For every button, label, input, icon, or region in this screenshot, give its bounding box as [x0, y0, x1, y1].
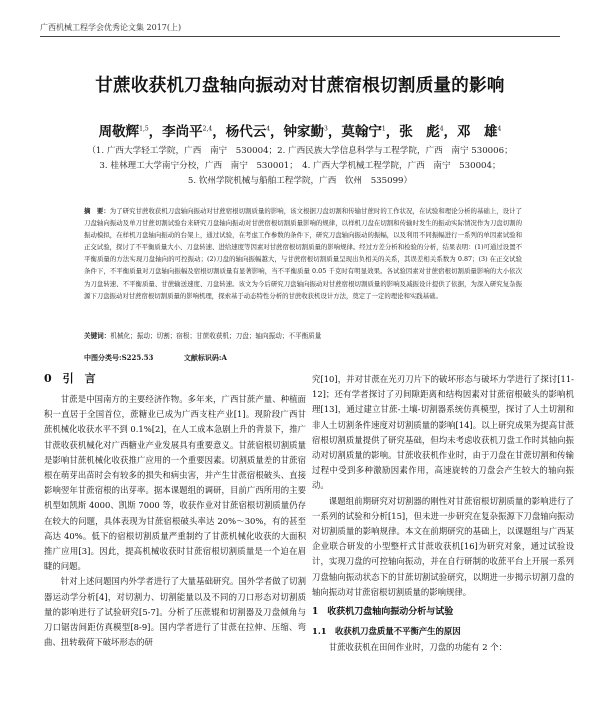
section-1-1-heading: 1.1 收获机刀盘质量不平衡产生的原因 — [312, 626, 461, 637]
author-affiliation-mark: 4 — [266, 125, 271, 133]
author-name: 莫翰宁$^1$ — [341, 124, 386, 140]
intro-paragraph: 究[10]，并对甘蔗在光刃刀片下的破坏形态与破坏力学进行了探讨[11-12]；还有学者探讨了刃间隙距离和结构因素对甘蔗宿根破头的影响机理[13]，通过建立甘蔗-土壤-切割器系统仿真模型，探讨了人土切割和非人土切割条件速度对切割质量的影响[14]。以上研究成果为提高甘蔗宿根切割质量提供了研究基础，但均未考虑收获机刀盘工作时其轴向振动对切割质量的影响。甘蔗收获机作业时，由于刀盘在甘蔗切割和传输过程中受到多种激励因素作用，高速旋转的刀盘会产生较大的轴向振动。 — [312, 374, 574, 491]
author-separator: ， — [443, 124, 458, 140]
author-separator: ， — [212, 124, 226, 140]
abstract — [84, 205, 522, 302]
author-affiliation-mark: 2,4 — [202, 125, 213, 133]
left-column — [44, 372, 306, 650]
author-name: 杨代云$^4$ — [225, 124, 271, 140]
intro-paragraph: 甘蔗是中国南方的主要经济作物。多年来，广西甘蔗产量、种植面积一直居于全国首位，蔗糖业已成为广西支柱产业[1]。现阶段广西甘蔗机械化收获水平不到 0.1%[2]，在人工成本急剧上升的背景下，推广甘蔗收获机械化对广西糖业产业发展具有重要意义。甘蔗宿根切割质量是影响甘蔗机械化收获推广应用的一个重要因素。切割质量差的甘蔗宿根在萌芽出苗时会有较多的损失和病虫害，并产生甘蔗宿根破头、直接影响翌年甘蔗宿根的出芽率。据本课题组的调研，目前广西所用的主要机型如凯斯 4000、凯斯 7000 等，收获作业对甘蔗宿根切割质量仍存在较大的问题，具体表现为甘蔗宿根破头率达 20%～30%，有的甚至高达 40%。低下的宿根切割质量严重制约了甘蔗机械化收获的大面积推广应用[3]。因此，提高机械收获时甘蔗宿根切割质量是一个迫在眉睫的问题。 — [44, 394, 306, 572]
running-header: 广西机械工程学会优秀论文集 2017(上) — [40, 22, 560, 37]
author-separator: ， — [385, 124, 400, 140]
keywords-label: 关键词： — [84, 332, 111, 340]
affiliation-line-2: 3. 桂林理工大学南宁分校，广西 南宁 530001； 4. 广西大学机械工程学院，广西 南宁 530004； — [99, 161, 501, 171]
author-separator: ， — [270, 124, 284, 140]
affiliation-line-3: 5. 钦州学院机械与船舶工程学院，广西 钦州 535099） — [187, 176, 413, 186]
author-name: 李尚平$^{2,4}$ — [162, 124, 213, 140]
section-1-heading: 1 收获机刀盘轴向振动分析与试验 — [312, 607, 454, 618]
intro-paragraph: 课题组前期研究对切割器的刚性对甘蔗宿根切割质量的影响进行了一系列的试验和分析[15]，但未进一步研究在复杂振源下刀盘轴向振动对切割质量的影响规律。本文在前期研究的基础上，以课题组与广西某企业联合研发的小型整杆式甘蔗收获机[16]为研究对象，通过试验设计，实现刀盘的可控轴向振动，并在自行研制的收蔗平台上开展一系列刀盘轴向振动状态下的甘蔗切割试验研究，以期进一步揭示切割刀盘的轴向振动对甘蔗宿根切割质量的影响规律。 — [312, 495, 574, 597]
author-list — [0, 120, 600, 140]
author-affiliation-mark: 1,5 — [139, 125, 149, 133]
abstract-label: 摘 要： — [84, 207, 110, 215]
right-column — [312, 372, 574, 655]
author-separator: ， — [148, 124, 163, 140]
author-affiliation-mark: 3 — [324, 125, 328, 133]
document-code: 文献标识码:A — [183, 353, 227, 362]
paper-title: 甘蔗收获机刀盘轴向振动对甘蔗宿根切割质量的影响 — [95, 76, 505, 96]
keywords-text: 机械化；振动；切割；宿根；甘蔗收获机；刀盘；轴向振动；不平衡质量 — [110, 332, 322, 340]
classification-line — [84, 353, 255, 363]
intro-paragraph: 针对上述问题国内外学者进行了大量基础研究。国外学者做了切割器运动学分析[4]，对切割力、切割能量以及不同的刀口形态对切割质量的影响进行了试验研究[5-7]。分析了压蔗辊和切割器及刀盘倾角与刀口锯齿间距仿真模型[8-9]。国内学者进行了甘蔗在拉伸、压缩、弯曲、扭转载荷下破坏形态的研 — [44, 576, 306, 648]
clc-number: 中图分类号:S225.53 — [84, 353, 154, 362]
intro-heading: 0 引 言 — [44, 372, 96, 385]
author-name: 钟家勤$^3$ — [283, 124, 328, 140]
affiliation-line-1: （1. 广西大学轻工学院，广西 南宁 530004；2. 广西民族大学信息科学与工程学院，广西 南宁 530006； — [87, 146, 513, 156]
section-1-1-text: 甘蔗收获机在田间作业时，刀盘的功能有 2 个： — [328, 642, 507, 653]
author-name: 周敬辉$^{1,5}$ — [98, 124, 149, 140]
author-separator: ， — [327, 124, 342, 140]
keywords — [84, 330, 522, 340]
abstract-text: 为了研究甘蔗收获机刀盘轴向振动对甘蔗宿根切割质量的影响，该文根据刀盘切割和传输甘蔗时的工作状况，在试验和理论分析的基础上，设计了刀盘轴向振动及单刀甘蔗切割试验台来研究刀盘轴向振动对甘蔗宿根切割质量影响的规律，以样机刀盘在切割和传输时发生的振动实际情况作为刀盘切割的振动模拟，在样机刀盘轴向振动的台架上，通过试验，在考虑工作参数的条件下，研究刀盘轴向振动的振幅，以及利用不同振幅进行一系列的单因素试验和正交试验，探讨了不平衡质量大小、刀盘转速、进给速度等因素对甘蔗宿根切割质量的影响规律。经过方差分析和检验的分析，结果表明：(1)可通过设置不平衡质量的方法实现刀盘轴向的可控振动；(2)刀盘的轴向振幅越大，与甘蔗宿根切割质量呈现出负相关的关系，其误差相关系数为 0.87；(3) 在正交试验条件下，不平衡质量对刀盘轴向振幅及宿根切割质量有显著影响，当不平衡质量 0.05 千克时有明显效果。各试验因素对甘蔗宿根切割质量影响的大小依次为刀盘转速、不平衡质量、甘蔗输送速度、刀盘转速。该文为今后研究刀盘轴向振动对甘蔗宿根切割质量的影响及减振设计提供了依据，为深入研究复杂振源下刀盘振动对甘蔗宿根切割质量的影响机理，探索基于动态特性分析的甘蔗收获机设计方法，奠定了一定的理论和实践基础。 — [84, 207, 523, 300]
author-affiliation-mark: 4 — [497, 125, 502, 133]
author-affiliation-mark: 4 — [439, 125, 444, 133]
author-name: 张 彪$^4$ — [399, 124, 444, 140]
author-name: 邓 雄$^4$ — [457, 124, 502, 140]
author-affiliation-mark: 1 — [381, 125, 386, 133]
